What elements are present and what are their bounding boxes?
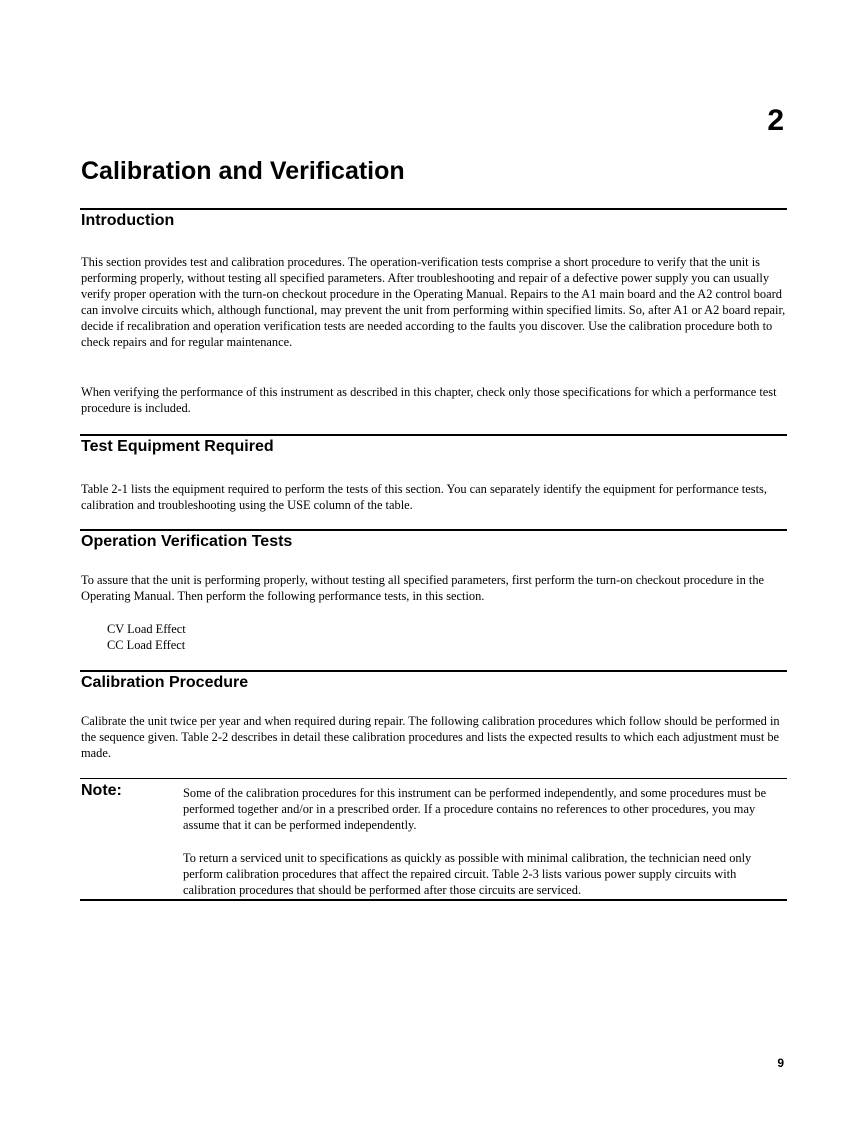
introduction-paragraph-2: When verifying the performance of this instrument as described in this chapter, check only those specifications for which a performance test procedure is included. bbox=[81, 385, 777, 416]
section-divider bbox=[80, 670, 787, 672]
operation-verification-paragraph: To assure that the unit is performing properly, without testing all specified parameters, first perform the turn-on checkout procedure in the Operating Manual. Then perform the following performance tests, in this section. bbox=[81, 573, 765, 604]
note-label: Note: bbox=[81, 782, 122, 799]
list-item: CV Load Effect bbox=[107, 622, 186, 636]
calibration-procedure-paragraph: Calibrate the unit twice per year and when required during repair. The following calibration procedures which follow should be performed in the sequence given. Table 2-2 describes in detail these calibration procedures and lists the expected results to which each adjustment must be made. bbox=[81, 714, 780, 761]
note-paragraph-1: Some of the calibration procedures for this instrument can be performed independently, and some procedures must be performed together and/or in a prescribed order. If a procedure contains no references to other procedures, you may assume that it can be performed independently. bbox=[183, 786, 767, 833]
note-paragraph-2: To return a serviced unit to specifications as quickly as possible with minimal calibration, the technician need only perform calibration procedures that affect the repaired circuit. Table 2-3 lists various power supply circuits with calibration procedures that should be performed after those circuits are serviced. bbox=[183, 851, 752, 898]
operation-verification-heading: Operation Verification Tests bbox=[81, 533, 293, 550]
introduction-heading: Introduction bbox=[81, 212, 175, 229]
introduction-paragraph-1: This section provides test and calibration procedures. The operation-verification tests comprise a short procedure to verify that the unit is performing properly, without testing all specified parameters. After troubleshooting and repair of a defective power supply you can usually verify proper operation with the turn-on checkout procedure in the Operating Manual. Repairs to the A1 main board and the A2 control board can involve circuits which, although functional, may prevent the unit from performing within specified limits. So, after A1 or A2 board repair, decide if recalibration and operation verification tests are needed according to the faults you discover. Use the calibration procedure both to check repairs and for regular maintenance. bbox=[81, 255, 786, 350]
note-top-rule bbox=[80, 778, 787, 779]
section-divider bbox=[80, 434, 787, 436]
test-equipment-paragraph: Table 2-1 lists the equipment required to perform the tests of this section. You can separately identify the equipment for performance tests, calibration and troubleshooting using the USE column of the table. bbox=[81, 482, 767, 513]
chapter-number: 2 bbox=[767, 104, 784, 137]
list-item: CC Load Effect bbox=[107, 638, 186, 653]
performance-test-list bbox=[107, 621, 186, 653]
test-equipment-heading: Test Equipment Required bbox=[81, 438, 274, 455]
section-divider bbox=[80, 208, 787, 210]
note-bottom-rule bbox=[80, 899, 787, 901]
page-number: 9 bbox=[777, 1056, 784, 1070]
chapter-title: Calibration and Verification bbox=[81, 157, 405, 185]
section-divider bbox=[80, 529, 787, 531]
calibration-procedure-heading: Calibration Procedure bbox=[81, 674, 249, 691]
